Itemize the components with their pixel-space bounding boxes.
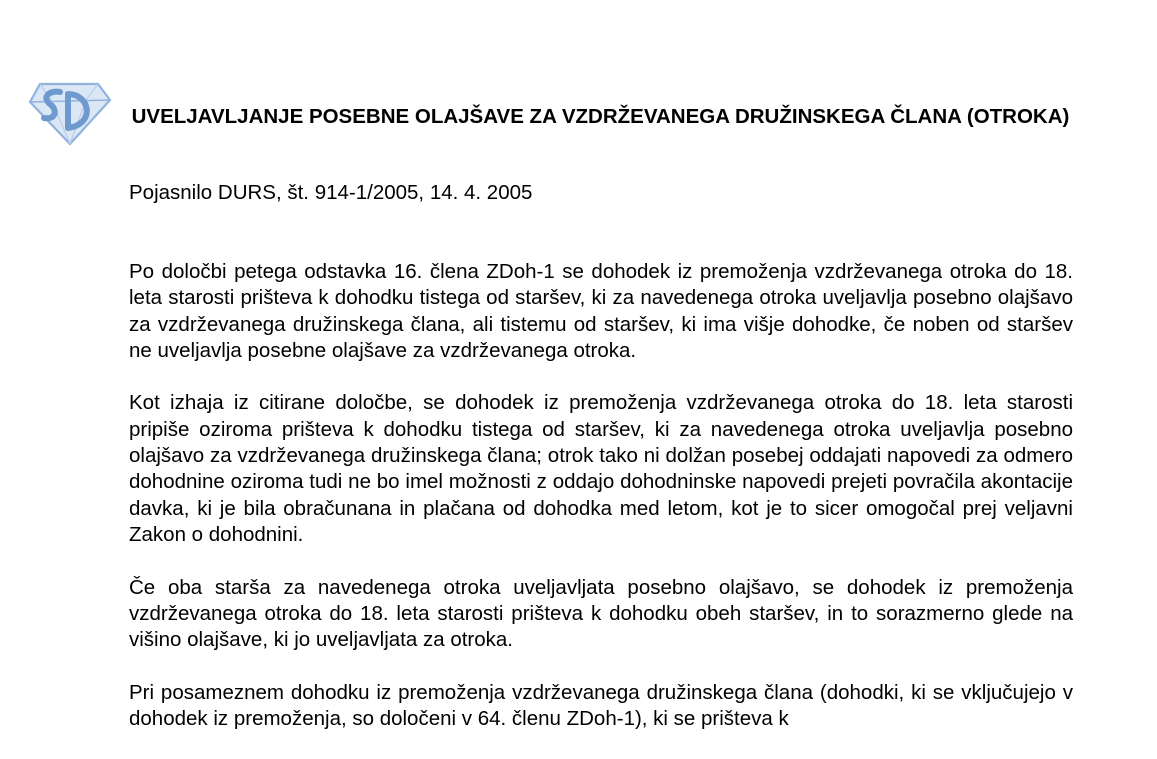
paragraph: Če oba starša za navedenega otroka uveljavljata posebno olajšavo, se dohodek iz premoženja vzdrževanega otroka do 18. leta starosti prišteva k dohodku obeh staršev, in to sorazmerno glede na višino olajšave, ki jo uveljavljata za otroka. (129, 575, 1073, 652)
paragraph: Po določbi petega odstavka 16. člena ZDoh-1 se dohodek iz premoženja vzdrževanega otroka do 18. leta starosti prišteva k dohodku tistega od staršev, ki za navedenega otroka uveljavlja posebno olajšavo za vzdrževanega družinskega člana, ali tistemu od staršev, ki ima višje dohodke, če noben od staršev ne uveljavlja posebne olajšave za vzdrževanega otroka. (129, 260, 1073, 362)
paragraph: Pri posameznem dohodku iz premoženja vzdrževanega družinskega člana (dohodki, ki se vključujejo v dohodek iz premoženja, so določeni v 64. členu ZDoh-1), ki se prišteva k (129, 680, 1073, 731)
paragraph: Kot izhaja iz citirane določbe, se dohodek iz premoženja vzdrževanega otroka do 18. leta starosti pripiše oziroma prišteva k dohodku tistega od staršev, ki za navedenega otroka uveljavlja posebno olajšavo za vzdrževanega družinskega člana; otrok tako ni dolžan posebej oddajati napovedi za odmero dohodnine oziroma tudi ne bo imel možnosti z oddajo dohodninske napovedi prejeti povračila akontacije davka, ki je bila obračunana in plačana od dohodka med letom, kot je to sicer omogočal prej veljavni Zakon o dohodnini. (129, 391, 1073, 546)
durs-logo-icon (26, 80, 112, 148)
document-body (129, 259, 1073, 759)
document-reference: Pojasnilo DURS, št. 914-1/2005, 14. 4. 2005 (129, 181, 533, 204)
document-title: UVELJAVLJANJE POSEBNE OLAJŠAVE ZA VZDRŽEVANEGA DRUŽINSKEGA ČLANA (OTROKA) (131, 105, 1070, 128)
